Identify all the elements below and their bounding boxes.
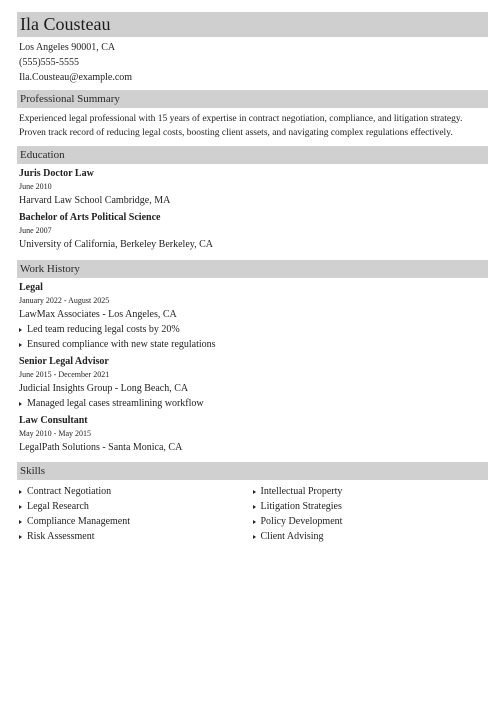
bullet-icon [253,505,256,509]
skills-column-left [19,484,253,544]
contact-info [17,40,488,85]
job-title: Law Consultant [19,415,88,426]
section-header-work-history [17,260,488,278]
job-entry [19,281,488,352]
skill-text: Intellectual Property [260,486,343,497]
skills-grid [17,480,488,544]
job-dates: May 2010 - May 2015 [19,429,91,438]
duty-text: Managed legal cases streamlining workflow [27,398,204,409]
job-duties [19,322,488,352]
bullet-icon [19,490,22,494]
bullet-icon [253,490,256,494]
graduation-date: June 2010 [19,182,52,191]
section-title: Education [20,149,65,161]
education-entry [19,211,488,252]
bullet-icon [19,343,22,347]
skill-text: Client Advising [260,531,324,542]
job-dates: June 2015 - December 2021 [19,370,110,379]
employer: Judicial Insights Group - Long Beach, CA [19,383,189,394]
skill-text: Contract Negotiation [27,486,112,497]
bullet-icon [253,520,256,524]
skills-column-right [253,484,487,544]
skill-item [19,514,253,529]
contact-email: Ila.Cousteau@example.com [19,72,133,83]
contact-phone: (555)555-5555 [19,57,79,68]
job-entry [19,414,488,455]
skill-item [19,529,253,544]
bullet-icon [19,402,22,406]
job-dates: January 2022 - August 2025 [19,296,110,305]
skill-text: Legal Research [27,501,89,512]
section-title: Work History [20,263,80,275]
section-header-education [17,146,488,164]
contact-location: Los Angeles 90001, CA [19,42,116,53]
duty-item [19,337,488,352]
degree-title: Juris Doctor Law [19,168,94,179]
skill-text: Compliance Management [27,516,131,527]
section-title: Professional Summary [20,93,120,105]
bullet-icon [19,535,22,539]
employer: LegalPath Solutions - Santa Monica, CA [19,442,183,453]
bullet-icon [19,328,22,332]
bullet-icon [19,520,22,524]
section-header-summary [17,90,488,108]
candidate-name: Ila Cousteau [20,14,111,34]
job-title: Legal [19,282,43,293]
skill-item [253,484,487,499]
duty-item [19,322,488,337]
job-duties [19,396,488,411]
summary-text: Experienced legal professional with 15 years of expertise in contract negotiation, compliance, and litigation strategy. Proven track record of reducing legal costs, boosting client assets, and navigating complex regulations effectively. [19,114,463,138]
section-title: Skills [20,465,46,477]
skill-item [19,499,253,514]
skill-item [19,484,253,499]
bullet-icon [19,505,22,509]
job-title: Senior Legal Advisor [19,356,109,367]
employer: LawMax Associates - Los Angeles, CA [19,309,177,320]
skill-item [253,514,487,529]
skill-item [253,529,487,544]
skill-text: Risk Assessment [27,531,95,542]
skill-item [253,499,487,514]
duty-text: Ensured compliance with new state regulations [27,339,216,350]
resume-page [17,12,488,544]
skill-text: Litigation Strategies [260,501,342,512]
job-entry [19,355,488,411]
bullet-icon [253,535,256,539]
school-name: Harvard Law School Cambridge, MA [19,195,171,206]
school-name: University of California, Berkeley Berkeley, CA [19,239,214,250]
duty-item [19,396,488,411]
section-header-skills [17,462,488,480]
education-list [17,164,488,252]
graduation-date: June 2007 [19,226,52,235]
degree-title: Bachelor of Arts Political Science [19,212,161,223]
name-header [17,12,488,37]
education-entry [19,167,488,208]
work-history-list [17,278,488,455]
skill-text: Policy Development [260,516,343,527]
duty-text: Led team reducing legal costs by 20% [27,324,180,335]
